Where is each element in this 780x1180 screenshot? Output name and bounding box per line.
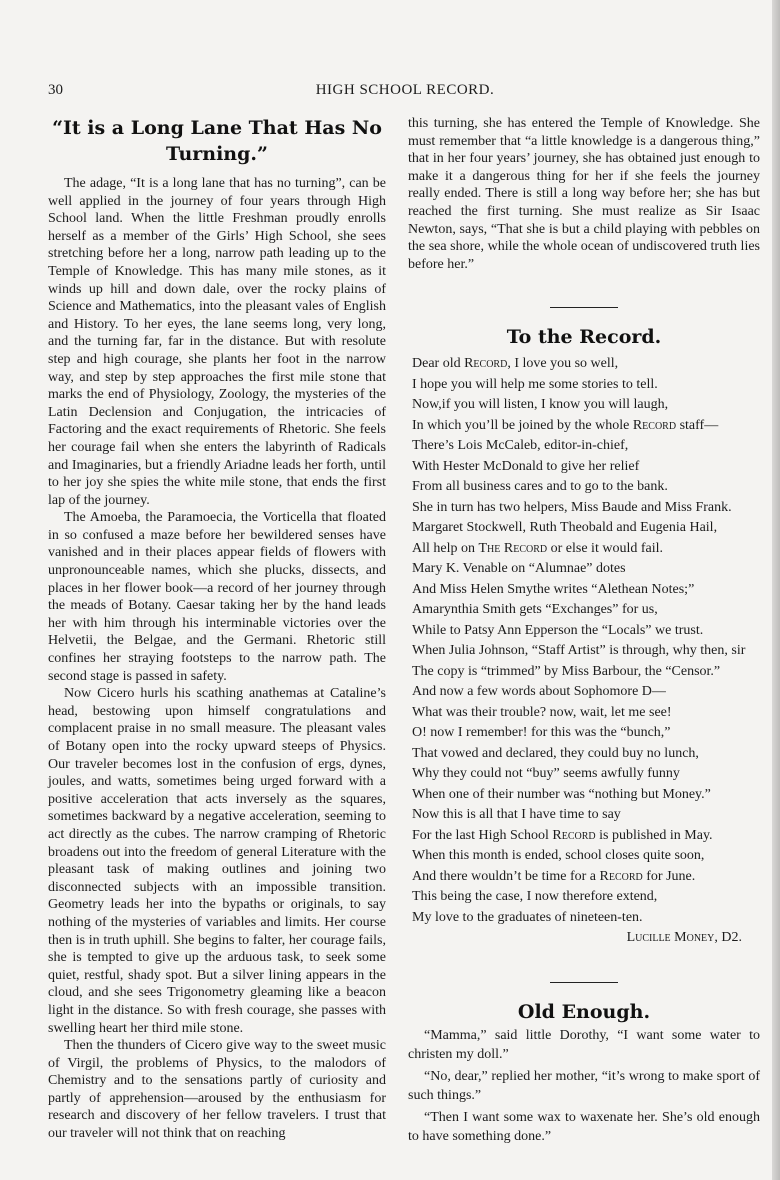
article-paragraph: The adage, “It is a long lane that has no turning”, can be well applied in the journey of four years through High School land. When the little Freshman proudly enrolls herself as a member of the Girls’ High School, she sees stretching before her a long, narrow path leading up to the Temple of Knowledge. This has many mile stones, as it winds up hill and down dale, over the rocky plains of Science and Mathematics, into the pleasant vales of English and History. To her eyes, the lane seems long, very long, and the turning far, far in the distance. But with resolute step and high courage, she plants her foot in the narrow way, and step by step approaches the first mile stone that marks the end of Physiology, Zoology, the mysteries of the Latin Declension and Conjugation, the intricacies of Factoring and the exact requirements of Rhetoric. She feels her courage fail when she enters the labyrinth of Radicals and Imaginaries, but a friendly Ariadne leads her forth, until to her joy she spies the white mile stone, that ends the first lap of the journey.	[48, 176, 386, 508]
poem-line: All help on The Record or else it would fail.	[412, 540, 663, 556]
poem-line: When Julia Johnson, “Staff Artist” is through, why then, sir	[412, 643, 746, 659]
anecdote-paragraph: “Mamma,” said little Dorothy, “I want some water to christen my doll.”	[408, 1028, 760, 1062]
anecdote-paragraph: “No, dear,” replied her mother, “it’s wrong to make sport of such things.”	[408, 1069, 760, 1103]
article-title-long-lane: “It is a Long Lane That Has No Turning.”	[52, 117, 382, 165]
poem-line: In which you’ll be joined by the whole Record staff—	[412, 417, 719, 433]
poem-line: My love to the graduates of nineteen-ten.	[412, 909, 643, 925]
article-paragraph: Now Cicero hurls his scathing anathemas at Cataline’s head, bestowing upon himself congratulations and complacent praise in no small measure. The pleasant vales of Botany open into the rocky upward steeps of Physics. Our traveler becomes lost in the confusion of ergs, dynes, joules, and watts, sometimes being urged forward with a positive acceleration that acts inversely as the squares, sometimes backward by a negative acceleration, seeming to act directly as the cubes. The narrow cramping of Rhetoric broadens out into the freedom of general Literature with the pleasant task of making outlines and joining two disconnected subjects with an impossible transition. Geometry leads her into the bypaths or originals, to say nothing of the mysteries of variables and limits. Her course then is in truth uphill. She begins to falter, her courage fails, she is tempted to give up the arduous task, to seek some quiet, restful, shady spot. But a silver lining appears in the cloud, and she sees Trigonometry gleaming like a beacon light in the distance. So with fresh courage, she passes with swelling heart her third mile stone.	[48, 686, 386, 1036]
poem-signature: Lucille Money, D2.	[626, 930, 742, 946]
anecdote-title: Old Enough.	[517, 1001, 651, 1024]
running-head	[0, 82, 780, 102]
poem-line: And now a few words about Sophomore D—	[412, 684, 666, 700]
poem-line: Mary K. Venable on “Alumnae” dotes	[412, 561, 626, 577]
page-edge-shadow	[772, 0, 780, 1180]
poem-line: And Miss Helen Smythe writes “Alethean Notes;”	[412, 581, 695, 597]
poem-line: While to Patsy Ann Epperson the “Locals” we trust.	[412, 622, 704, 638]
poem-body	[408, 354, 760, 928]
poem-line: Amarynthia Smith gets “Exchanges” for us,	[412, 602, 658, 618]
section-divider	[550, 982, 618, 983]
poem-line: She in turn has two helpers, Miss Baude and Miss Frank.	[412, 499, 732, 515]
poem-line: That vowed and declared, they could buy no lunch,	[412, 745, 699, 761]
article-paragraph: Then the thunders of Cicero give way to the sweet music of Virgil, the problems of Physics, to the malodors of Chemistry and to the sensations partly of curiosity and partly of apprehension—aroused by the enthusiasm for research and discovery of her fellow travelers. I trust that our traveler will not think that on reaching	[48, 1038, 386, 1142]
journal-title: HIGH SCHOOL RECORD.	[315, 82, 495, 98]
left-column	[48, 115, 386, 1143]
anecdote-body	[408, 1027, 760, 1146]
poem-line: Why they could not “buy” seems awfully funny	[412, 766, 680, 782]
poem-line: I hope you will help me some stories to tell.	[412, 376, 658, 392]
article-continuation	[408, 115, 760, 273]
poem-line: For the last High School Record is published in May.	[412, 827, 713, 843]
section-divider	[550, 307, 618, 308]
poem-line: From all business cares and to go to the bank.	[412, 479, 668, 495]
poem-line: Dear old Record, I love you so well,	[412, 356, 619, 372]
anecdote-paragraph: “Then I want some wax to waxenate her. She’s old enough to have something done.”	[408, 1110, 760, 1144]
poem-line: Now this is all that I have time to say	[412, 807, 621, 823]
poem-line: And there wouldn’t be time for a Record for June.	[412, 868, 696, 884]
article-paragraph-continued: this turning, she has entered the Temple of Knowledge. She must remember that “a little knowledge is a dangerous thing,” that in her four years’ journey, she has obtained just enough to make it a dangerous thing for her if she feels the journey really ended. There is still a long way before her; she has but reached the first turning. She must realize as Sir Isaac Newton, says, “That she is but a child playing with pebbles on the sea shore, while the whole ocean of undiscovered truth lies before her.”	[408, 116, 760, 272]
right-column	[408, 115, 760, 1150]
poem-line: Now,if you will listen, I know you will laugh,	[412, 397, 669, 413]
poem-line: Margaret Stockwell, Ruth Theobald and Eugenia Hail,	[412, 520, 718, 536]
poem-line: When one of their number was “nothing but Money.”	[412, 786, 711, 802]
poem-line: What was their trouble? now, wait, let me see!	[412, 704, 672, 720]
poem-line: This being the case, I now therefore extend,	[412, 889, 658, 905]
poem-line: O! now I remember! for this was the “bunch,”	[412, 725, 671, 741]
poem-line: There’s Lois McCaleb, editor-in-chief,	[412, 438, 629, 454]
poem-title: To the Record.	[506, 326, 662, 349]
article-paragraph: The Amoeba, the Paramoecia, the Vorticella that floated in so confused a maze before her bewildered senses have vanished and in their places appear fields of flowers with unpronounceable names, which she plucks, dissects, and places in her flower book—a record of her journey through the meads of Botany. Caesar taking her by the hand leads her with him through his interminable victories over the Helvetii, the Belgae, and the Germani. Rhetoric still confines her straying footsteps to the narrow path. The second stage is passed in safety.	[48, 510, 386, 684]
article-body-long-lane	[48, 175, 386, 1143]
poem-line: The copy is “trimmed” by Miss Barbour, the “Censor.”	[412, 663, 721, 679]
poem-line: With Hester McDonald to give her relief	[412, 458, 640, 474]
page-number: 30	[48, 82, 63, 98]
poem-line: When this month is ended, school closes quite soon,	[412, 848, 705, 864]
